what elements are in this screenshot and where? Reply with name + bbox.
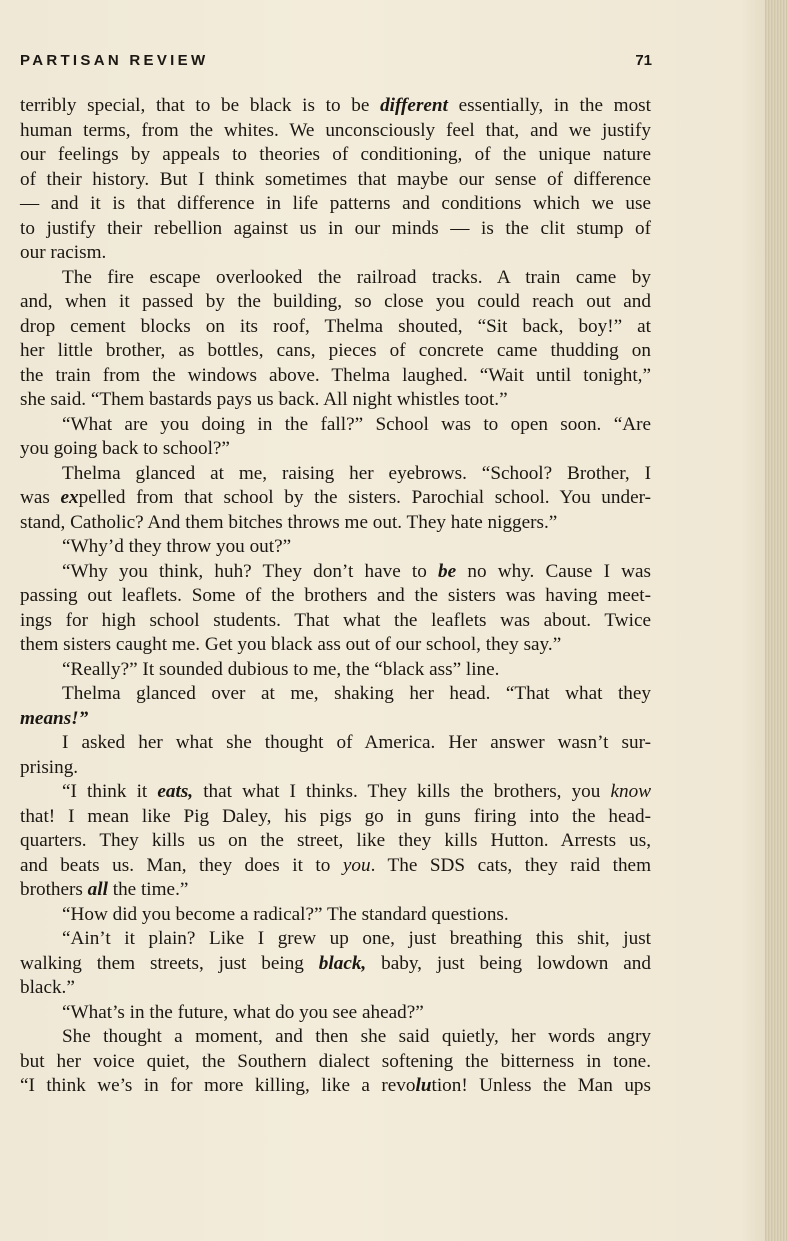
text-line: [20, 903, 651, 928]
text-segment: “What are you doing in the fall?” School was to open soon. “Are: [62, 413, 651, 435]
text-line: [20, 486, 651, 511]
emphasis-bold-italic: all: [87, 879, 108, 900]
text-segment: was: [20, 487, 61, 508]
emphasis-bold-italic: different: [380, 95, 448, 116]
text-line: [20, 266, 651, 291]
text-line: [20, 119, 651, 144]
text-segment: She thought a moment, and then she said quietly, her words angry: [62, 1026, 651, 1047]
text-line: [20, 143, 651, 168]
text-segment: her little brother, as bottles, cans, pieces of concrete came thudding on: [20, 340, 651, 361]
text-segment: she said. “Them bastards pays us back. All night whistles toot.”: [20, 389, 508, 410]
text-line: [20, 780, 651, 805]
text-segment: no why. Cause I was: [456, 560, 652, 582]
page-header: [20, 52, 652, 74]
text-segment: that! I mean like Pig Daley, his pigs go in guns firing into the head-: [20, 805, 651, 827]
text-segment: . The SDS cats, they raid them: [370, 854, 651, 876]
text-line: [20, 168, 651, 193]
text-line: [20, 805, 651, 830]
text-segment: our racism.: [20, 242, 107, 263]
text-line: [20, 1050, 651, 1075]
text-segment: but her voice quiet, the Southern dialect softening the bitterness in tone.: [20, 1050, 651, 1072]
emphasis-bold-italic: ex: [60, 487, 79, 508]
text-line: [20, 339, 651, 364]
text-line: [20, 315, 651, 340]
text-segment: human terms, from the whites. We unconsciously feel that, and we justify: [20, 119, 651, 141]
text-segment: “How did you become a radical?” The standard questions.: [62, 903, 509, 925]
page-number: 71: [635, 52, 652, 69]
text-line: [20, 462, 651, 487]
text-segment: and, when it passed by the building, so close you could reach out and: [20, 291, 651, 312]
text-segment: prising.: [20, 756, 79, 778]
text-segment: the train from the windows above. Thelma laughed. “Wait until tonight,”: [20, 364, 651, 386]
text-line: [20, 192, 651, 217]
text-segment: passing out leaflets. Some of the brothers and the sisters was having meet-: [20, 585, 651, 606]
text-segment: “I think we’s in for more killing, like a revo: [20, 1075, 416, 1096]
text-line: [20, 976, 651, 1001]
text-line: [20, 658, 651, 683]
text-line: [20, 241, 651, 266]
text-segment: tion! Unless the Man ups: [431, 1075, 651, 1096]
text-segment: “Ain’t it plain? Like I grew up one, just breathing this shit, just: [62, 928, 651, 949]
text-segment: ings for high school students. That what the leaflets was about. Twice: [20, 609, 651, 631]
text-line: [20, 633, 651, 658]
text-line: [20, 290, 651, 315]
text-segment: and beats us. Man, they does it to: [20, 854, 343, 876]
emphasis-italic: know: [610, 781, 651, 802]
text-line: [20, 1001, 651, 1026]
text-line: [20, 682, 651, 707]
text-line: [20, 731, 651, 756]
text-segment: stand, Catholic? And them bitches throws me out. They hate niggers.”: [20, 511, 558, 533]
text-segment: Thelma glanced over at me, shaking her head. “That what they: [62, 683, 651, 704]
text-line: [20, 364, 651, 389]
emphasis-bold-italic: be: [438, 560, 457, 582]
text-segment: them sisters caught me. Get you black ass out of our school, they say.”: [20, 634, 562, 655]
text-line: [20, 413, 651, 438]
text-line: [20, 217, 651, 242]
text-segment: terribly special, that to be black is to be: [20, 95, 381, 116]
text-segment: the time.”: [107, 879, 189, 900]
text-line: [20, 878, 651, 903]
running-head: PARTISAN REVIEW: [20, 52, 209, 69]
text-segment: brothers: [20, 879, 88, 900]
text-line: [20, 756, 651, 781]
text-line: [20, 952, 651, 977]
text-segment: our feelings by appeals to theories of conditioning, of the unique nature: [20, 144, 651, 165]
text-segment: baby, just being lowdown and: [366, 952, 651, 974]
emphasis-bold-italic: lu: [415, 1075, 432, 1096]
text-line: [20, 829, 651, 854]
text-line: [20, 560, 651, 585]
text-line: [20, 707, 651, 732]
text-segment: “Really?” It sounded dubious to me, the “black ass” line.: [62, 658, 500, 680]
text-segment: essentially, in the most: [447, 95, 651, 116]
text-segment: “Why you think, huh? They don’t have to: [62, 560, 439, 582]
text-segment: that what I thinks. They kills the brothers, you: [193, 781, 611, 802]
text-segment: “I think it: [62, 781, 158, 802]
text-segment: to justify their rebellion against us in our minds — is the clit stump of: [20, 217, 651, 239]
text-line: [20, 388, 651, 413]
emphasis-bold-italic: means!”: [20, 707, 89, 729]
text-line: [20, 1074, 651, 1099]
text-line: [20, 511, 651, 536]
text-line: [20, 535, 651, 560]
text-line: [20, 609, 651, 634]
text-segment: I asked her what she thought of America. Her answer wasn’t sur-: [62, 732, 651, 753]
text-line: [20, 584, 651, 609]
body-text: [20, 94, 651, 1099]
text-segment: The fire escape overlooked the railroad tracks. A train came by: [62, 266, 651, 288]
book-spine-edge: [765, 0, 787, 1241]
text-segment: — and it is that difference in life patterns and conditions which we use: [20, 193, 651, 214]
text-segment: you going back to school?”: [20, 438, 230, 459]
text-segment: “Why’d they throw you out?”: [62, 536, 292, 557]
text-line: [20, 437, 651, 462]
text-segment: pelled from that school by the sisters. Parochial school. You under-: [78, 487, 651, 508]
text-segment: of their history. But I think sometimes that maybe our sense of difference: [20, 168, 651, 190]
text-segment: black.”: [20, 977, 75, 998]
text-segment: Thelma glanced at me, raising her eyebrows. “School? Brother, I: [62, 462, 651, 484]
text-segment: drop cement blocks on its roof, Thelma shouted, “Sit back, boy!” at: [20, 315, 651, 337]
emphasis-bold-italic: black,: [318, 952, 367, 974]
text-segment: quarters. They kills us on the street, like they kills Hutton. Arrests us,: [20, 830, 651, 851]
text-segment: “What’s in the future, what do you see ahead?”: [62, 1001, 424, 1023]
text-line: [20, 1025, 651, 1050]
text-line: [20, 94, 651, 119]
text-line: [20, 927, 651, 952]
emphasis-bold-italic: eats,: [157, 781, 194, 802]
text-line: [20, 854, 651, 879]
emphasis-italic: you: [342, 854, 371, 876]
text-segment: walking them streets, just being: [20, 952, 319, 974]
